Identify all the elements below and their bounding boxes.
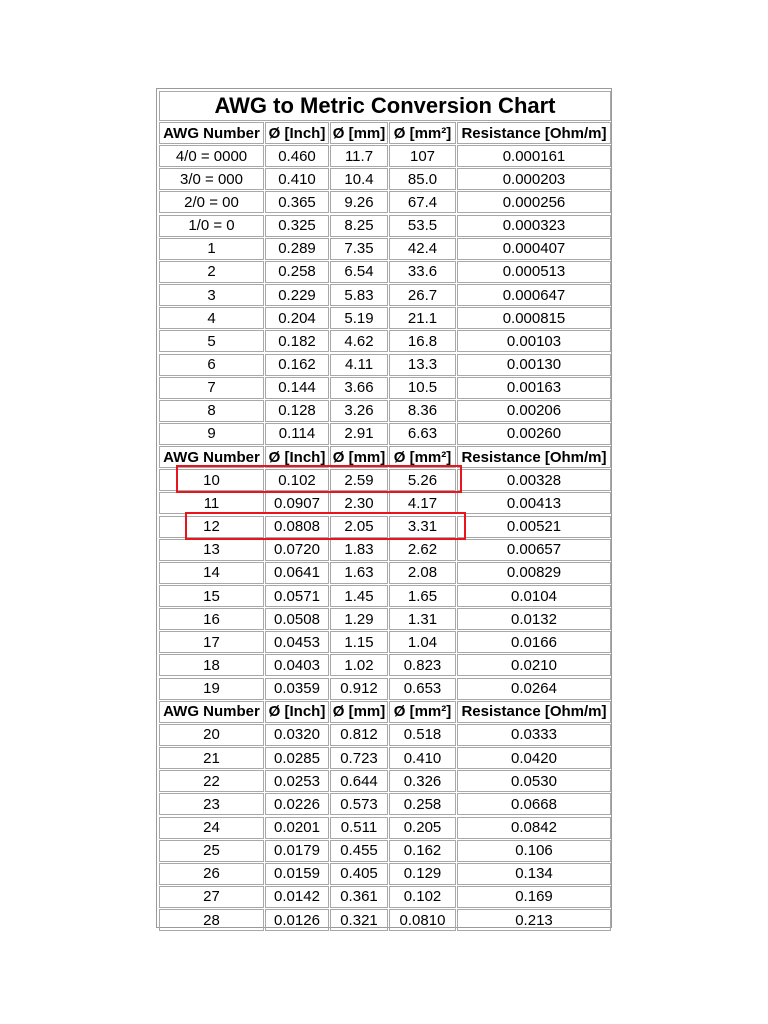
- table-cell: 0.00206: [457, 400, 611, 422]
- table-cell: 0.0132: [457, 608, 611, 630]
- table-cell: 0.0126: [265, 909, 329, 931]
- table-cell: 1.02: [330, 654, 388, 676]
- table-cell: 107: [389, 145, 456, 167]
- awg-conversion-chart: [156, 88, 612, 928]
- table-cell: 0.460: [265, 145, 329, 167]
- awg-number-cell: 16: [159, 608, 264, 630]
- table-cell: 0.405: [330, 863, 388, 885]
- table-cell: 0.0403: [265, 654, 329, 676]
- table-cell: 0.0320: [265, 724, 329, 746]
- table-cell: 0.0333: [457, 724, 611, 746]
- awg-number-cell: 14: [159, 562, 264, 584]
- table-cell: 0.128: [265, 400, 329, 422]
- table-cell: 0.0264: [457, 678, 611, 700]
- awg-number-cell: 13: [159, 539, 264, 561]
- table-cell: 0.723: [330, 747, 388, 769]
- table-cell: 0.00413: [457, 492, 611, 514]
- table-cell: 0.000407: [457, 238, 611, 260]
- table-cell: 0.00260: [457, 423, 611, 445]
- table-cell: 2.59: [330, 469, 388, 491]
- awg-number-cell: 9: [159, 423, 264, 445]
- table-cell: 8.25: [330, 215, 388, 237]
- table-cell: 2.30: [330, 492, 388, 514]
- awg-number-cell: 4: [159, 307, 264, 329]
- table-cell: 1.31: [389, 608, 456, 630]
- table-cell: 0.0668: [457, 793, 611, 815]
- table-cell: 6.63: [389, 423, 456, 445]
- table-cell: 2.05: [330, 516, 388, 538]
- awg-number-cell: 26: [159, 863, 264, 885]
- column-header: Ø [mm]: [330, 701, 388, 723]
- table-cell: 0.0210: [457, 654, 611, 676]
- table-cell: 1.15: [330, 631, 388, 653]
- awg-number-cell: 19: [159, 678, 264, 700]
- table-cell: 0.182: [265, 330, 329, 352]
- table-cell: 0.102: [389, 886, 456, 908]
- table-cell: 0.0420: [457, 747, 611, 769]
- awg-number-cell: 2/0 = 00: [159, 191, 264, 213]
- table-cell: 0.812: [330, 724, 388, 746]
- awg-number-cell: 21: [159, 747, 264, 769]
- table-cell: 0.0810: [389, 909, 456, 931]
- table-cell: 26.7: [389, 284, 456, 306]
- awg-number-cell: 7: [159, 377, 264, 399]
- awg-number-cell: 25: [159, 840, 264, 862]
- table-cell: 0.0720: [265, 539, 329, 561]
- table-cell: 1.63: [330, 562, 388, 584]
- table-cell: 0.258: [389, 793, 456, 815]
- table-cell: 67.4: [389, 191, 456, 213]
- table-cell: 0.410: [389, 747, 456, 769]
- table-cell: 9.26: [330, 191, 388, 213]
- table-cell: 0.0179: [265, 840, 329, 862]
- table-cell: 0.204: [265, 307, 329, 329]
- table-cell: 10.5: [389, 377, 456, 399]
- table-cell: 8.36: [389, 400, 456, 422]
- awg-number-cell: 11: [159, 492, 264, 514]
- column-header: AWG Number: [159, 446, 264, 468]
- table-cell: 4.11: [330, 354, 388, 376]
- table-cell: 0.289: [265, 238, 329, 260]
- table-cell: 0.0508: [265, 608, 329, 630]
- awg-number-cell: 2: [159, 261, 264, 283]
- table-cell: 0.00521: [457, 516, 611, 538]
- awg-number-cell: 23: [159, 793, 264, 815]
- column-header: AWG Number: [159, 701, 264, 723]
- table-cell: 1.29: [330, 608, 388, 630]
- table-cell: 5.83: [330, 284, 388, 306]
- table-cell: 0.0104: [457, 585, 611, 607]
- table-cell: 0.144: [265, 377, 329, 399]
- table-cell: 0.365: [265, 191, 329, 213]
- table-cell: 0.0530: [457, 770, 611, 792]
- table-cell: 0.000513: [457, 261, 611, 283]
- table-cell: 0.00163: [457, 377, 611, 399]
- table-cell: 0.162: [265, 354, 329, 376]
- awg-number-cell: 17: [159, 631, 264, 653]
- table-cell: 0.361: [330, 886, 388, 908]
- awg-number-cell: 6: [159, 354, 264, 376]
- table-cell: 0.0842: [457, 817, 611, 839]
- column-header: Ø [mm]: [330, 122, 388, 144]
- table-cell: 0.326: [389, 770, 456, 792]
- table-cell: 0.0641: [265, 562, 329, 584]
- column-header: Ø [Inch]: [265, 701, 329, 723]
- table-cell: 3.26: [330, 400, 388, 422]
- table-cell: 5.19: [330, 307, 388, 329]
- awg-number-cell: 8: [159, 400, 264, 422]
- awg-number-cell: 4/0 = 0000: [159, 145, 264, 167]
- awg-number-cell: 20: [159, 724, 264, 746]
- table-cell: 1.45: [330, 585, 388, 607]
- table-cell: 0.823: [389, 654, 456, 676]
- table-cell: 0.000647: [457, 284, 611, 306]
- table-cell: 3.31: [389, 516, 456, 538]
- table-cell: 3.66: [330, 377, 388, 399]
- column-header: Ø [mm²]: [389, 122, 456, 144]
- table-cell: 4.17: [389, 492, 456, 514]
- table-cell: 0.229: [265, 284, 329, 306]
- table-cell: 0.0226: [265, 793, 329, 815]
- table-cell: 7.35: [330, 238, 388, 260]
- table-cell: 0.102: [265, 469, 329, 491]
- awg-number-cell: 24: [159, 817, 264, 839]
- table-cell: 0.00829: [457, 562, 611, 584]
- awg-number-cell: 28: [159, 909, 264, 931]
- table-cell: 85.0: [389, 168, 456, 190]
- table-cell: 21.1: [389, 307, 456, 329]
- table-cell: 0.0571: [265, 585, 329, 607]
- table-cell: 1.83: [330, 539, 388, 561]
- awg-number-cell: 27: [159, 886, 264, 908]
- table-cell: 2.08: [389, 562, 456, 584]
- table-cell: 0.000256: [457, 191, 611, 213]
- column-header: Ø [Inch]: [265, 446, 329, 468]
- awg-number-cell: 3/0 = 000: [159, 168, 264, 190]
- table-cell: 0.134: [457, 863, 611, 885]
- table-cell: 0.0359: [265, 678, 329, 700]
- table-cell: 0.0253: [265, 770, 329, 792]
- table-cell: 0.0142: [265, 886, 329, 908]
- table-cell: 0.114: [265, 423, 329, 445]
- table-cell: 0.0808: [265, 516, 329, 538]
- table-cell: 0.321: [330, 909, 388, 931]
- column-header: AWG Number: [159, 122, 264, 144]
- table-cell: 0.000815: [457, 307, 611, 329]
- table-cell: 33.6: [389, 261, 456, 283]
- table-cell: 0.410: [265, 168, 329, 190]
- table-cell: 4.62: [330, 330, 388, 352]
- table-cell: 0.325: [265, 215, 329, 237]
- table-cell: 0.00130: [457, 354, 611, 376]
- chart-title: AWG to Metric Conversion Chart: [159, 91, 611, 121]
- table-cell: 0.00103: [457, 330, 611, 352]
- table-cell: 0.653: [389, 678, 456, 700]
- table-cell: 0.511: [330, 817, 388, 839]
- awg-number-cell: 15: [159, 585, 264, 607]
- table-cell: 0.573: [330, 793, 388, 815]
- table-cell: 2.62: [389, 539, 456, 561]
- table-cell: 0.162: [389, 840, 456, 862]
- column-header: Ø [Inch]: [265, 122, 329, 144]
- column-header: Resistance [Ohm/m]: [457, 701, 611, 723]
- table-cell: 0.000203: [457, 168, 611, 190]
- table-cell: 2.91: [330, 423, 388, 445]
- column-header: Resistance [Ohm/m]: [457, 446, 611, 468]
- table-cell: 10.4: [330, 168, 388, 190]
- awg-number-cell: 5: [159, 330, 264, 352]
- table-cell: 0.0159: [265, 863, 329, 885]
- table-cell: 53.5: [389, 215, 456, 237]
- column-header: Ø [mm²]: [389, 446, 456, 468]
- table-cell: 1.04: [389, 631, 456, 653]
- awg-number-cell: 1/0 = 0: [159, 215, 264, 237]
- table-cell: 1.65: [389, 585, 456, 607]
- table-cell: 6.54: [330, 261, 388, 283]
- table-cell: 0.0285: [265, 747, 329, 769]
- table-cell: 0.258: [265, 261, 329, 283]
- table-cell: 0.518: [389, 724, 456, 746]
- table-cell: 0.129: [389, 863, 456, 885]
- table-cell: 42.4: [389, 238, 456, 260]
- table-cell: 0.000323: [457, 215, 611, 237]
- table-cell: 0.0201: [265, 817, 329, 839]
- awg-number-cell: 1: [159, 238, 264, 260]
- table-cell: 0.912: [330, 678, 388, 700]
- awg-number-cell: 3: [159, 284, 264, 306]
- table-cell: 5.26: [389, 469, 456, 491]
- table-cell: 0.644: [330, 770, 388, 792]
- table-cell: 13.3: [389, 354, 456, 376]
- table-cell: 0.0453: [265, 631, 329, 653]
- table-cell: 0.455: [330, 840, 388, 862]
- awg-number-cell: 18: [159, 654, 264, 676]
- table-cell: 16.8: [389, 330, 456, 352]
- awg-number-cell: 12: [159, 516, 264, 538]
- table-cell: 0.00657: [457, 539, 611, 561]
- column-header: Ø [mm]: [330, 446, 388, 468]
- table-cell: 0.205: [389, 817, 456, 839]
- table-cell: 0.106: [457, 840, 611, 862]
- column-header: Resistance [Ohm/m]: [457, 122, 611, 144]
- table-cell: 0.0907: [265, 492, 329, 514]
- table-cell: 0.000161: [457, 145, 611, 167]
- column-header: Ø [mm²]: [389, 701, 456, 723]
- table-cell: 0.00328: [457, 469, 611, 491]
- table-cell: 11.7: [330, 145, 388, 167]
- awg-number-cell: 10: [159, 469, 264, 491]
- table-cell: 0.213: [457, 909, 611, 931]
- table-cell: 0.0166: [457, 631, 611, 653]
- awg-number-cell: 22: [159, 770, 264, 792]
- table-cell: 0.169: [457, 886, 611, 908]
